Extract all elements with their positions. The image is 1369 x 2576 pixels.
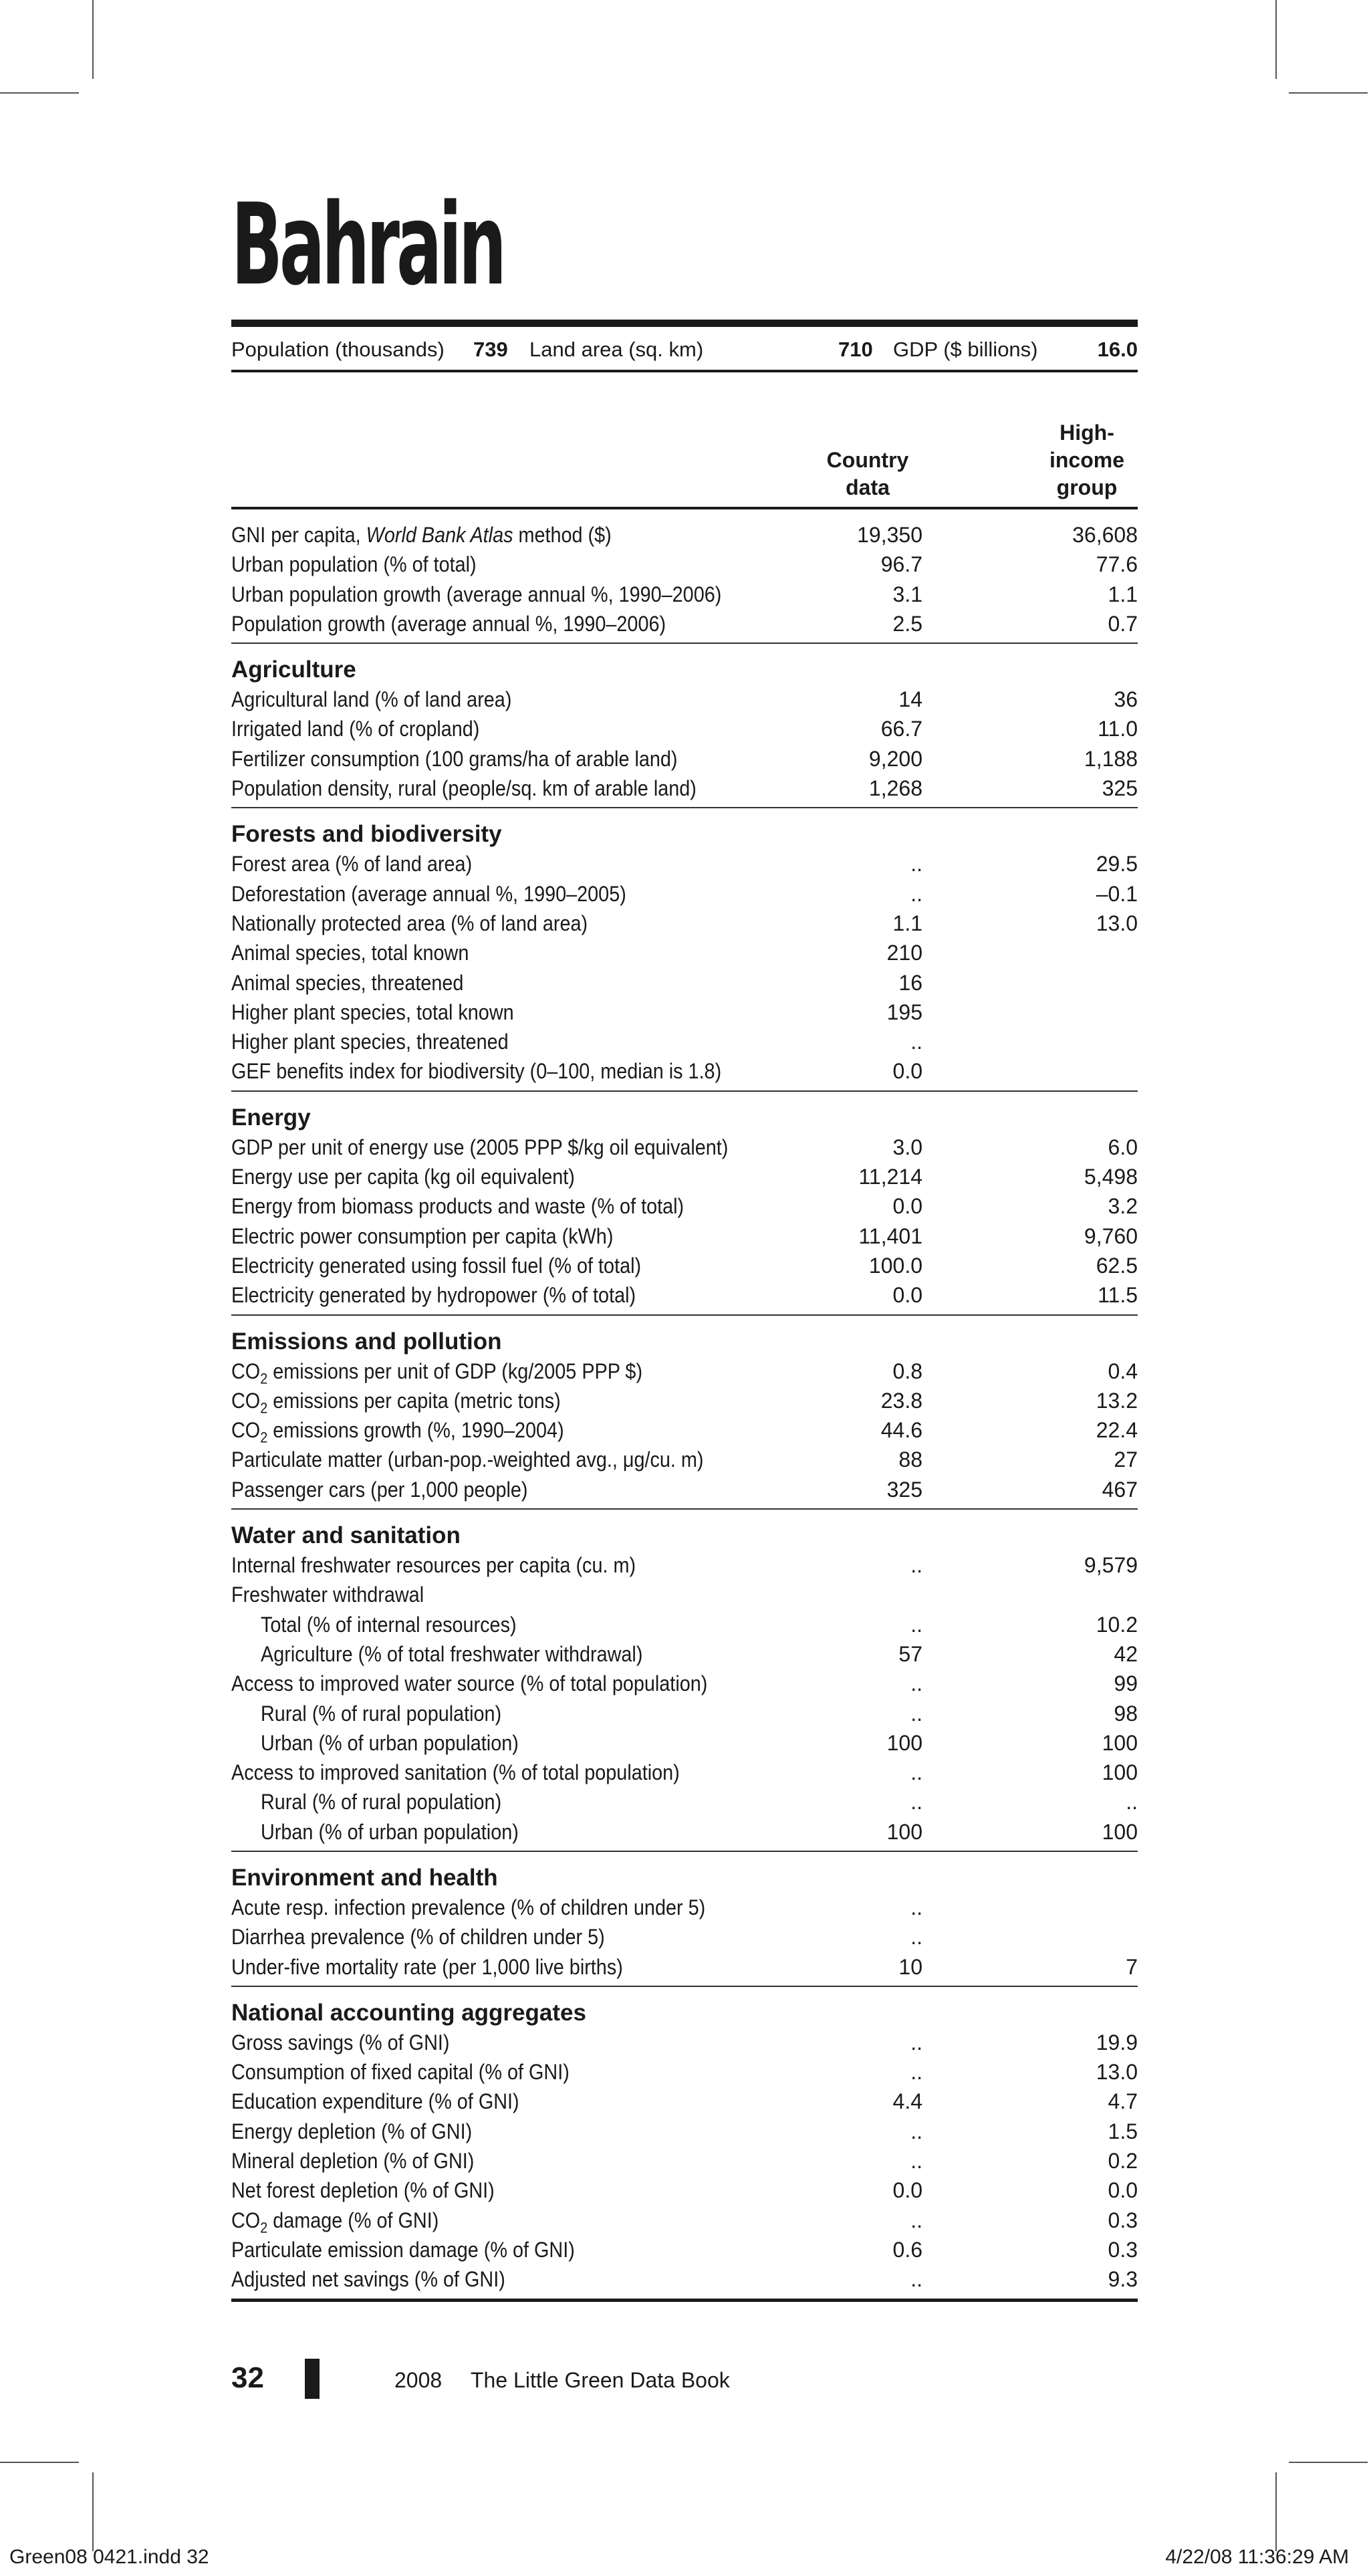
table-row	[231, 2176, 1138, 2205]
indicator-label: Energy depletion (% of GNI)	[231, 2119, 473, 2143]
section-heading: Emissions and pollution	[231, 1328, 502, 1355]
high-income-value: 19.9	[1096, 2030, 1138, 2055]
column-header-high-income: High- income group	[1049, 421, 1125, 499]
table-row	[231, 1758, 1138, 1787]
indicator-table	[231, 520, 1138, 2313]
high-income-value: 5,498	[1084, 1165, 1138, 1189]
country-value: 0.0	[892, 1283, 922, 1308]
indicator-label: Gross savings (% of GNI)	[231, 2030, 450, 2055]
table-row	[231, 1922, 1138, 1952]
country-value: 195	[886, 1000, 922, 1024]
table-row	[231, 1162, 1138, 1191]
country-value: ..	[910, 2119, 922, 2143]
high-income-value: 11.5	[1098, 1283, 1138, 1308]
indicator-label: Particulate emission damage (% of GNI)	[231, 2237, 575, 2262]
table-section	[231, 1863, 1138, 1987]
country-value: 100.0	[868, 1253, 922, 1278]
table-row	[231, 1251, 1138, 1280]
country-value: 66.7	[880, 717, 922, 741]
table-row	[231, 1952, 1138, 1982]
table-row	[231, 1221, 1138, 1251]
country-value: 10	[898, 1954, 922, 1979]
country-value: 0.0	[892, 2178, 922, 2203]
high-income-value: 0.4	[1108, 1359, 1138, 1383]
section-heading: Agriculture	[231, 657, 356, 683]
country-value: 100	[886, 1730, 922, 1755]
indicator-label: Energy from biomass products and waste (% of total)	[231, 1194, 684, 1219]
country-value: ..	[910, 2267, 922, 2292]
country-value: 3.0	[892, 1135, 922, 1159]
high-income-value: 100	[1102, 1730, 1138, 1755]
indicator-label: Urban population (% of total)	[231, 552, 477, 577]
high-income-value: 10.2	[1096, 1612, 1138, 1637]
high-income-value: 36	[1114, 687, 1138, 712]
table-section	[231, 1998, 1138, 2302]
table-row	[231, 1191, 1138, 1221]
indicator-label: Urban (% of urban population)	[261, 1730, 519, 1755]
country-value: 3.1	[892, 582, 922, 606]
indicator-label: Forest area (% of land area)	[231, 852, 473, 876]
table-section	[231, 1326, 1138, 1510]
title-rule	[231, 320, 1138, 327]
population-label: Population (thousands)	[231, 338, 445, 361]
high-income-value: 0.3	[1108, 2237, 1138, 2262]
country-value: 9,200	[868, 746, 922, 771]
indicator-label: Electricity generated by hydropower (% of total)	[231, 1283, 636, 1308]
country-value: 4.4	[892, 2089, 922, 2114]
indicator-label: Diarrhea prevalence (% of children under 5)	[231, 1925, 605, 1950]
high-income-value: 1,188	[1084, 746, 1138, 771]
table-row	[231, 968, 1138, 998]
land-area-value: 710	[838, 338, 873, 361]
indicator-label: Access to improved water source (% of total population)	[231, 1671, 708, 1696]
table-row	[231, 1133, 1138, 1162]
high-income-value: 9.3	[1108, 2267, 1138, 2292]
table-section	[231, 655, 1138, 808]
indicator-label: Freshwater withdrawal	[231, 1583, 424, 1607]
country-value: ..	[910, 1612, 922, 1637]
country-value: 23.8	[880, 1388, 922, 1413]
indicator-label: Electric power consumption per capita (kWh)	[231, 1223, 614, 1248]
indicator-label: Energy use per capita (kg oil equivalent)	[231, 1165, 575, 1189]
country-value: 96.7	[880, 552, 922, 577]
indicator-label: Access to improved sanitation (% of total population)	[231, 1760, 680, 1785]
indicator-label: Rural (% of rural population)	[261, 1701, 502, 1726]
high-income-value: –0.1	[1096, 881, 1138, 906]
table-row	[231, 998, 1138, 1027]
print-slug-timestamp: 4/22/08 11:36:29 AM	[1165, 2546, 1349, 2568]
country-value: 1,268	[868, 776, 922, 801]
section-heading: Water and sanitation	[231, 1522, 461, 1549]
indicator-label: Passenger cars (per 1,000 people)	[231, 1477, 528, 1502]
crop-mark	[1289, 92, 1368, 94]
table-section	[231, 1520, 1138, 1852]
country-value: ..	[910, 1760, 922, 1785]
indicator-label: Electricity generated using fossil fuel (% of total)	[231, 1253, 642, 1278]
high-income-value: 9,579	[1084, 1553, 1138, 1578]
country-value: ..	[910, 2060, 922, 2085]
land-area-label: Land area (sq. km)	[529, 338, 704, 361]
country-value: ..	[910, 2208, 922, 2232]
country-value: 16	[898, 970, 922, 995]
table-row	[231, 1817, 1138, 1847]
high-income-value: 36,608	[1072, 523, 1138, 547]
table-row	[231, 2235, 1138, 2264]
high-income-value: 0.7	[1108, 611, 1138, 636]
high-income-value: 27	[1114, 1447, 1138, 1472]
high-income-value: 1.5	[1108, 2119, 1138, 2143]
population-value: 739	[473, 338, 508, 361]
table-row	[231, 1056, 1138, 1086]
country-value: ..	[910, 1895, 922, 1919]
table-row	[231, 1787, 1138, 1817]
country-value: 100	[886, 1819, 922, 1844]
high-income-value: 325	[1102, 776, 1138, 801]
indicator-label: Population density, rural (people/sq. km of arable land)	[231, 776, 697, 801]
country-value: 1.1	[892, 911, 922, 935]
section-heading: Environment and health	[231, 1864, 498, 1891]
indicator-label: Mineral depletion (% of GNI)	[231, 2149, 475, 2174]
table-row	[231, 550, 1138, 579]
country-value: 2.5	[892, 611, 922, 636]
summary-rule	[231, 370, 1138, 372]
table-row	[231, 2117, 1138, 2146]
table-row	[231, 1610, 1138, 1639]
country-value: 0.6	[892, 2237, 922, 2262]
table-row	[231, 1669, 1138, 1698]
table-row	[231, 2146, 1138, 2176]
gdp-label: GDP ($ billions)	[893, 338, 1038, 361]
indicator-label: $CO_2$ emissions per capita (metric tons)	[231, 1388, 561, 1417]
high-income-value: 100	[1102, 1760, 1138, 1785]
high-income-value: 99	[1114, 1671, 1138, 1696]
indicator-label: Adjusted net savings (% of GNI)	[231, 2267, 505, 2292]
table-row	[231, 520, 1138, 550]
table-row	[231, 1475, 1138, 1504]
gdp-value: 16.0	[1097, 338, 1138, 361]
section-heading: Energy	[231, 1104, 311, 1131]
indicator-label: Rural (% of rural population)	[261, 1790, 502, 1814]
country-value: 210	[886, 941, 922, 965]
page-title: Bahrain	[231, 179, 504, 310]
high-income-value: 13.2	[1096, 1388, 1138, 1413]
table-row	[231, 849, 1138, 879]
high-income-value: 1.1	[1108, 582, 1138, 606]
table-row	[231, 580, 1138, 609]
table-row	[231, 938, 1138, 967]
crop-mark	[1275, 0, 1277, 79]
country-value: 0.8	[892, 1359, 922, 1383]
table-row	[231, 609, 1138, 638]
footer-year: 2008	[394, 2368, 443, 2392]
country-value: 11,214	[858, 1165, 922, 1189]
indicator-label: Consumption of fixed capital (% of GNI)	[231, 2060, 570, 2085]
header-rule	[231, 507, 1138, 509]
country-value: ..	[910, 1790, 922, 1814]
country-value: 325	[886, 1477, 922, 1502]
high-income-value: 3.2	[1108, 1194, 1138, 1219]
table-row	[231, 1357, 1138, 1386]
summary-bar	[231, 336, 1138, 363]
country-value: ..	[910, 852, 922, 876]
country-value: ..	[910, 1925, 922, 1950]
print-slug-file: Green08 0421.indd 32	[9, 2546, 209, 2568]
indicator-label: Agricultural land (% of land area)	[231, 687, 512, 712]
country-value: 11,401	[858, 1223, 922, 1248]
indicator-label: Higher plant species, threatened	[231, 1030, 509, 1054]
table-row	[231, 1728, 1138, 1758]
column-header-country: Country data	[826, 448, 909, 499]
country-value: 57	[898, 1641, 922, 1666]
high-income-value: 29.5	[1096, 852, 1138, 876]
high-income-value: 0.3	[1108, 2208, 1138, 2232]
indicator-label: Under-five mortality rate (per 1,000 live births)	[231, 1954, 623, 1979]
footer-book-title: The Little Green Data Book	[471, 2368, 730, 2392]
high-income-value: 0.2	[1108, 2149, 1138, 2174]
indicator-label: Animal species, threatened	[231, 970, 464, 995]
crop-mark	[1289, 2462, 1368, 2463]
indicator-label: Internal freshwater resources per capita (cu. m)	[231, 1553, 636, 1578]
table-row	[231, 2087, 1138, 2116]
indicator-label: GDP per unit of energy use (2005 PPP $/kg oil equivalent)	[231, 1135, 729, 1159]
country-value: 88	[898, 1447, 922, 1472]
country-value: 0.0	[892, 1059, 922, 1084]
table-row	[231, 714, 1138, 743]
country-value: ..	[910, 1553, 922, 1578]
indicator-label: $CO_2$ emissions per unit of GDP (kg/2005 PPP $)	[231, 1359, 643, 1387]
indicator-label: Education expenditure (% of GNI)	[231, 2089, 519, 2114]
high-income-value: 22.4	[1096, 1418, 1138, 1443]
indicator-label: Population growth (average annual %, 1990–2006)	[231, 611, 666, 636]
table-row	[231, 2057, 1138, 2087]
high-income-value: 0.0	[1108, 2178, 1138, 2203]
high-income-value: 100	[1102, 1819, 1138, 1844]
table-row	[231, 1550, 1138, 1580]
footer-bar	[305, 2359, 320, 2399]
indicator-label: GNI per capita, World Bank Atlas method ($)	[231, 523, 612, 547]
high-income-value: 13.0	[1096, 911, 1138, 935]
crop-mark	[92, 0, 94, 79]
indicator-label: Particulate matter (urban-pop.-weighted avg., μg/cu. m)	[231, 1447, 704, 1472]
crop-mark	[0, 92, 79, 94]
indicator-label: Animal species, total known	[231, 941, 469, 965]
indicator-label: Irrigated land (% of cropland)	[231, 717, 480, 741]
indicator-label: Deforestation (average annual %, 1990–2005)	[231, 881, 626, 906]
indicator-label: $CO_2$ emissions growth (%, 1990–2004)	[231, 1418, 564, 1446]
country-value: ..	[910, 1030, 922, 1054]
indicator-label: Agriculture (% of total freshwater withdrawal)	[261, 1641, 643, 1666]
table-row	[231, 2028, 1138, 2057]
high-income-value: 467	[1102, 1477, 1138, 1502]
table-row	[231, 1639, 1138, 1669]
crop-mark	[0, 2462, 79, 2463]
indicator-label: Fertilizer consumption (100 grams/ha of arable land)	[231, 746, 678, 771]
indicator-label: Acute resp. infection prevalence (% of children under 5)	[231, 1895, 706, 1919]
table-row	[231, 1580, 1138, 1609]
table-row	[231, 774, 1138, 803]
page-footer	[231, 2359, 1138, 2399]
country-value: 14	[898, 687, 922, 712]
country-value: ..	[910, 1701, 922, 1726]
table-section	[231, 819, 1138, 1091]
table-row	[231, 1893, 1138, 1922]
high-income-value: 77.6	[1096, 552, 1138, 577]
indicator-label: GEF benefits index for biodiversity (0–100, median is 1.8)	[231, 1059, 722, 1084]
table-section	[231, 1102, 1138, 1316]
high-income-value: 62.5	[1096, 1253, 1138, 1278]
page-number: 32	[231, 2361, 264, 2394]
table-row	[231, 1699, 1138, 1728]
table-row	[231, 1415, 1138, 1445]
country-value: 19,350	[857, 523, 922, 547]
indicator-label: Urban population growth (average annual %, 1990–2006)	[231, 582, 722, 606]
high-income-value: ..	[1126, 1790, 1138, 1814]
high-income-value: 7	[1126, 1954, 1138, 1979]
table-row	[231, 744, 1138, 774]
table-row	[231, 2264, 1138, 2294]
table-section	[231, 520, 1138, 644]
country-value: ..	[910, 1671, 922, 1696]
high-income-value: 6.0	[1108, 1135, 1138, 1159]
high-income-value: 42	[1114, 1641, 1138, 1666]
table-row	[231, 1280, 1138, 1310]
indicator-label: Higher plant species, total known	[231, 1000, 514, 1024]
country-value: ..	[910, 881, 922, 906]
table-row	[231, 1386, 1138, 1415]
table-row	[231, 1027, 1138, 1056]
high-income-value: 11.0	[1098, 717, 1138, 741]
section-heading: Forests and biodiversity	[231, 821, 502, 848]
indicator-label: Urban (% of urban population)	[261, 1819, 519, 1844]
table-row	[231, 2206, 1138, 2235]
table-row	[231, 1445, 1138, 1474]
indicator-label: Nationally protected area (% of land area)	[231, 911, 588, 935]
crop-mark	[1275, 2472, 1277, 2551]
country-value: ..	[910, 2149, 922, 2174]
indicator-label: Total (% of internal resources)	[261, 1612, 517, 1637]
country-value: 44.6	[880, 1418, 922, 1443]
table-row	[231, 685, 1138, 714]
indicator-label: $CO_2$ damage (% of GNI)	[231, 2208, 439, 2236]
table-row	[231, 879, 1138, 909]
indicator-label: Net forest depletion (% of GNI)	[231, 2178, 495, 2203]
crop-mark	[92, 2472, 94, 2551]
country-value: ..	[910, 2030, 922, 2055]
high-income-value: 98	[1114, 1701, 1138, 1726]
high-income-value: 4.7	[1108, 2089, 1138, 2114]
high-income-value: 9,760	[1084, 1223, 1138, 1248]
high-income-value: 13.0	[1096, 2060, 1138, 2085]
table-row	[231, 909, 1138, 938]
section-heading: National accounting aggregates	[231, 1999, 586, 2026]
country-value: 0.0	[892, 1194, 922, 1219]
